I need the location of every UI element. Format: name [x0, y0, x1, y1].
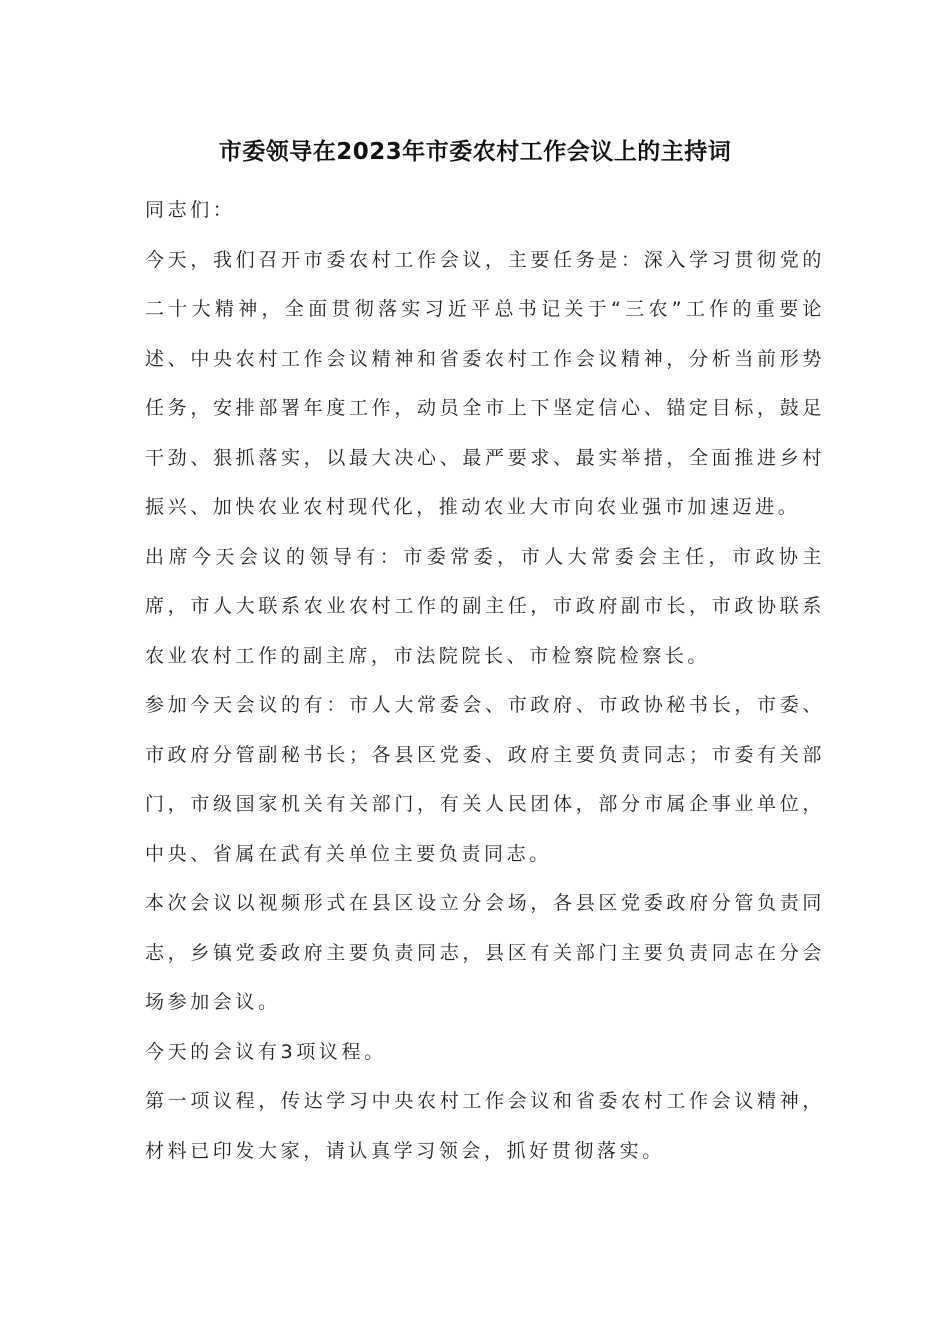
body-paragraph: 出席今天会议的领导有：市委常委，市人大常委会主任，市政协主席，市人大联系农业农村工作的副主任，市政府副市长，市政协联系农业农村工作的副主席，市法院院长、市检察院检察长。: [145, 545, 825, 667]
document-body: [145, 186, 825, 1176]
body-paragraph: 今天的会议有3项议程。: [145, 1040, 387, 1063]
salutation-paragraph: 同志们：: [145, 199, 236, 221]
document-title: 市委领导在2023年市委农村工作会议上的主持词: [218, 139, 732, 165]
body-paragraph: 今天，我们召开市委农村工作会议，主要任务是：深入学习贯彻党的二十大精神，全面贯彻落实习近平总书记关于“三农”工作的重要论述、中央农村工作会议精神和省委农村工作会议精神，分析当前形势任务，安排部署年度工作，动员全市上下坚定信心、锚定目标，鼓足干劲、狠抓落实，以最大决心、最严要求、最实举措，全面推进乡村振兴、加快农业农村现代化，推动农业大市向农业强市加速迈进。: [145, 248, 825, 518]
body-paragraph: 参加今天会议的有：市人大常委会、市政府、市政协秘书长，市委、市政府分管副秘书长；各县区党委、政府主要负责同志；市委有关部门，市级国家机关有关部门，有关人民团体，部分市属企事业单位，中央、省属在武有关单位主要负责同志。: [145, 694, 825, 865]
body-paragraph: 本次会议以视频形式在县区设立分会场，各县区党委政府分管负责同志，乡镇党委政府主要负责同志，县区有关部门主要负责同志在分会场参加会议。: [145, 892, 825, 1013]
body-paragraph: 第一项议程，传达学习中央农村工作会议和省委农村工作会议精神，材料已印发大家，请认真学习领会，抓好贯彻落实。: [145, 1090, 825, 1162]
